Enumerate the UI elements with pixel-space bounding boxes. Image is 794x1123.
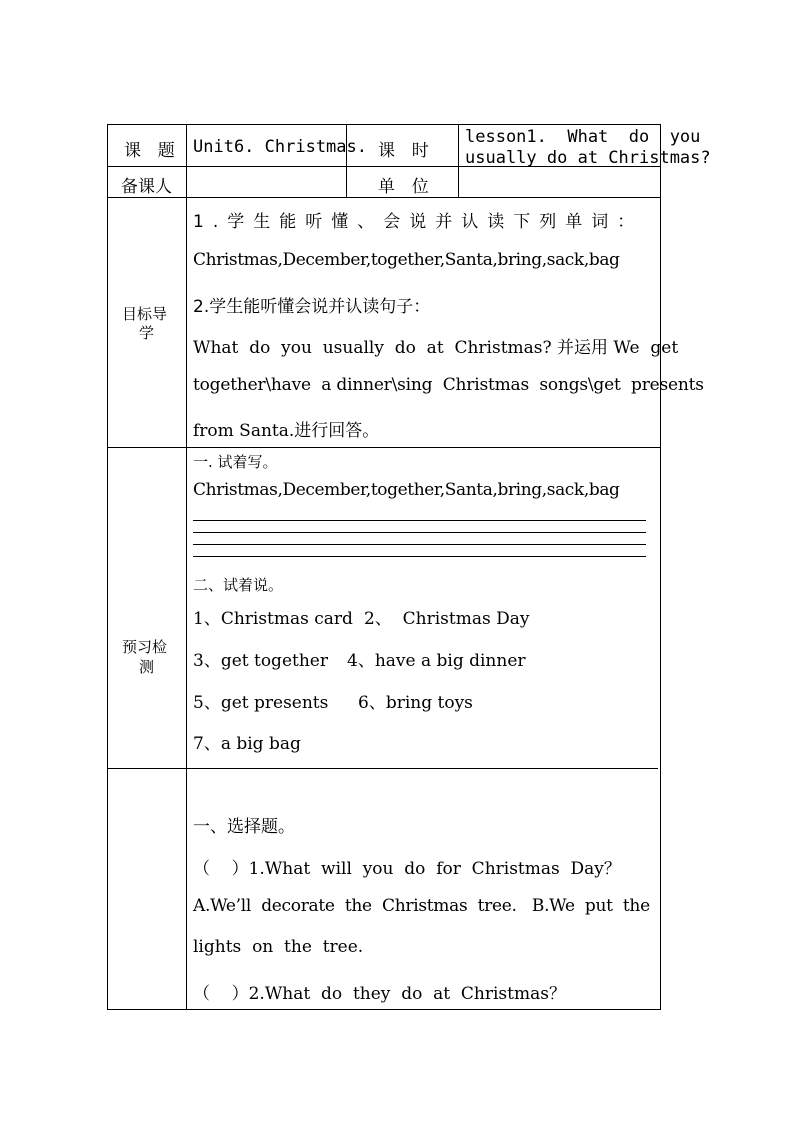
question-1: （ ）1.What will you do for Christmas Day？ [193, 859, 621, 879]
writing-line[interactable] [193, 520, 646, 521]
goals-line-3: 2.学生能听懂会说并认读句子： [193, 297, 431, 317]
writing-line[interactable] [193, 556, 646, 557]
goals-line-5: together\have a dinner\sing Christmas songs\get presents [193, 375, 704, 395]
preview-section1-title: 一. 试着写。 [193, 453, 278, 471]
table-line [107, 124, 661, 125]
preview-label-line1: 预习检 [122, 638, 168, 656]
table-line [107, 1009, 661, 1010]
phrase-item: 5、get presents [193, 693, 329, 713]
table-line [346, 124, 347, 197]
question-1-options-line2: lights on the tree. [193, 937, 364, 957]
preview-section2-title: 二、试着说。 [193, 576, 284, 594]
goals-label-line1: 目标导 [122, 305, 168, 323]
phrase-item: 1、Christmas card [193, 609, 353, 629]
goals-label-line2: 学 [139, 324, 155, 342]
phrase-item: 4、have a big dinner [347, 651, 526, 671]
period-value-line2: usually do at Christmas? [465, 148, 711, 168]
preparer-label: 备课人 [121, 177, 172, 197]
phrase-item: 2、 Christmas Day [364, 609, 530, 629]
period-label: 课 时 [378, 141, 431, 161]
goals-line-4: What do you usually do at Christmas? 并运用 We get [193, 338, 679, 358]
question-1-options-line1: A.We’ll decorate the Christmas tree. B.We put the [193, 896, 650, 916]
table-line [660, 124, 661, 1010]
goals-line-1: 1.学生能听懂、会说并认读下列单词： [193, 212, 644, 232]
unit-label: 单 位 [378, 177, 431, 197]
preview-section1-words: Christmas,December,together,Santa,bring,sack,bag [193, 480, 620, 500]
phrase-item: 6、bring toys [358, 693, 473, 713]
question-2: （ ）2.What do they do at Christmas？ [193, 984, 566, 1004]
table-line [107, 768, 658, 769]
topic-value: Unit6. Christmas. [193, 137, 367, 157]
table-line [107, 197, 661, 198]
exercise-title: 一、选择题。 [193, 817, 295, 837]
phrase-item: 3、get together [193, 651, 328, 671]
table-line [107, 447, 661, 448]
table-line [107, 124, 108, 1010]
goals-line-2: Christmas,December,together,Santa,bring,sack,bag [193, 250, 620, 270]
table-line [186, 124, 187, 1010]
period-value-line1: lesson1. What do you [465, 127, 701, 147]
writing-line[interactable] [193, 544, 646, 545]
table-line [458, 124, 459, 197]
goals-line-6: from Santa.进行回答。 [193, 421, 380, 441]
preview-label-line2: 测 [139, 658, 155, 676]
phrase-item: 7、a big bag [193, 734, 301, 754]
writing-line[interactable] [193, 532, 646, 533]
topic-label: 课 题 [124, 141, 177, 161]
